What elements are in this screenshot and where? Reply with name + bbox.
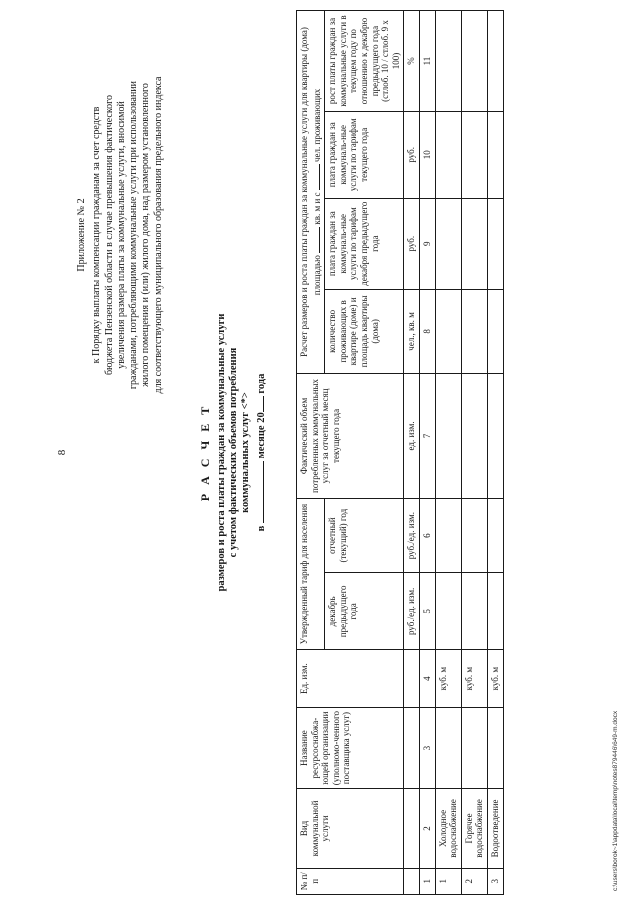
row-growth[interactable] xyxy=(461,11,487,112)
appendix-line: для соответствующего муниципального образования предельного индекса xyxy=(152,76,164,394)
residents-blank xyxy=(310,164,320,190)
index-cell: 2 xyxy=(419,789,435,868)
footer-file-path: c:\users\borok~1\appdata\local\temp\notes879446\649-m.docx xyxy=(612,710,619,891)
calc-group-text-c: чел. проживающих xyxy=(311,88,322,162)
index-cell: 7 xyxy=(419,373,435,498)
header-org: Название ресурсоснабжа-ющей организации (уполномо-ченного поставщика услуг) xyxy=(297,707,404,788)
appendix-block xyxy=(76,70,165,400)
header-residents: количество проживающих в квартире (доме) и площадь квартиры (дома) xyxy=(325,289,404,373)
row-unit: куб. м xyxy=(461,650,487,708)
period-prefix: в xyxy=(256,525,267,532)
document-heading xyxy=(198,0,268,905)
header-tariff-dec: декабрь предыдущего года xyxy=(325,573,404,650)
heading-title: Р А С Ч Е Т xyxy=(198,403,212,502)
row-org[interactable] xyxy=(487,707,503,788)
row-num: 1 xyxy=(435,868,461,894)
header-growth: рост платы граждан за коммунальные услуги в текущем году по отношению к декабрю предыдущего года (стлоб. 10 / стлоб. 9 х 100) xyxy=(325,11,404,112)
row-tariff-current[interactable] xyxy=(435,498,461,572)
row-tariff-dec[interactable] xyxy=(461,573,487,650)
index-cell: 9 xyxy=(419,198,435,289)
index-cell: 4 xyxy=(419,650,435,708)
units-cell: % xyxy=(404,11,420,112)
row-org[interactable] xyxy=(435,707,461,788)
row-num: 2 xyxy=(461,868,487,894)
row-growth[interactable] xyxy=(487,11,503,112)
year-blank xyxy=(254,396,264,412)
index-row xyxy=(419,11,435,895)
header-row xyxy=(297,11,325,895)
row-tariff-dec[interactable] xyxy=(487,573,503,650)
table-row xyxy=(487,11,503,895)
appendix-line: гражданами, потребляющими коммунальные услуги при использовании xyxy=(128,80,140,390)
row-tariff-dec[interactable] xyxy=(435,573,461,650)
units-cell xyxy=(404,789,420,868)
header-volume: Фактический объем потребленных коммунальных услуг за отчетный месяц текущего года xyxy=(297,373,404,498)
row-org[interactable] xyxy=(461,707,487,788)
row-residents[interactable] xyxy=(435,289,461,373)
index-cell: 10 xyxy=(419,112,435,199)
units-cell xyxy=(404,650,420,708)
row-tariff-current[interactable] xyxy=(461,498,487,572)
units-cell: руб./ед. изм. xyxy=(404,573,420,650)
row-unit: куб. м xyxy=(435,650,461,708)
header-num: № п/п xyxy=(297,868,404,894)
calc-group-text-b: кв. м и с xyxy=(311,192,322,225)
heading-line: размеров и роста платы граждан за коммунальные услуги xyxy=(216,313,227,592)
row-volume[interactable] xyxy=(487,373,503,498)
header-tariff-current: отчетный (текущий) год xyxy=(325,498,404,572)
row-growth[interactable] xyxy=(435,11,461,112)
row-service: Водоотведение xyxy=(487,789,503,868)
row-volume[interactable] xyxy=(435,373,461,498)
row-pay-dec[interactable] xyxy=(461,198,487,289)
header-unit: Ед. изм. xyxy=(297,650,404,708)
row-residents[interactable] xyxy=(487,289,503,373)
row-service: Горячее водоснабжение xyxy=(461,789,487,868)
row-pay-current[interactable] xyxy=(461,112,487,199)
index-cell: 6 xyxy=(419,498,435,572)
units-cell: руб. xyxy=(404,198,420,289)
units-cell: чел., кв. м xyxy=(404,289,420,373)
row-unit: куб. м xyxy=(487,650,503,708)
header-pay-dec: плата граждан за коммуналь-ные услуги по тарифам декабря предыдущего года xyxy=(325,198,404,289)
period-year-suffix: года xyxy=(256,373,267,394)
month-blank xyxy=(254,461,264,523)
header-pay-current: плата граждан за коммуналь-ные услуги по тарифам текущего года xyxy=(325,112,404,199)
units-cell xyxy=(404,868,420,894)
row-pay-dec[interactable] xyxy=(435,198,461,289)
appendix-line: жилого помещения и (или) жилого дома, над размером установленного xyxy=(140,83,152,387)
heading-line: коммунальных услуг <*> xyxy=(240,392,251,513)
header-tariff-group: Утвержденный тариф для населения xyxy=(297,498,325,649)
appendix-line: бюджета Пензенской области в случае превышения фактического xyxy=(103,94,115,376)
units-row xyxy=(404,11,420,895)
units-cell xyxy=(404,707,420,788)
page-number: 8 xyxy=(56,449,68,456)
index-cell: 11 xyxy=(419,11,435,112)
units-cell: ед. изм. xyxy=(404,373,420,498)
row-service: Холодное водоснабжение xyxy=(435,789,461,868)
period-suffix: месяце 20 xyxy=(256,412,267,459)
appendix-title: Приложение № 2 xyxy=(76,198,87,272)
index-cell: 1 xyxy=(419,868,435,894)
units-cell: руб./ед. изм. xyxy=(404,498,420,572)
calculation-table xyxy=(296,10,504,895)
appendix-line: к Порядку выплаты компенсации гражданам за счет средств xyxy=(91,106,103,364)
row-pay-dec[interactable] xyxy=(487,198,503,289)
heading-line: с учетом фактических объемов потребления xyxy=(228,347,239,558)
row-num: 3 xyxy=(487,868,503,894)
row-residents[interactable] xyxy=(461,289,487,373)
index-cell: 8 xyxy=(419,289,435,373)
row-volume[interactable] xyxy=(461,373,487,498)
calc-group-text-a: Расчет размеров и роста платы граждан за коммунальные услуги для квартиры (дома) площадью xyxy=(299,27,322,357)
table-row xyxy=(461,11,487,895)
row-pay-current[interactable] xyxy=(435,112,461,199)
area-blank xyxy=(310,227,320,253)
index-cell: 5 xyxy=(419,573,435,650)
row-tariff-current[interactable] xyxy=(487,498,503,572)
appendix-line: увеличения размера платы за коммунальные услуги, вносимой xyxy=(115,101,127,369)
heading-period xyxy=(254,0,268,905)
header-service: Вид коммунальной услуги xyxy=(297,789,404,868)
row-pay-current[interactable] xyxy=(487,112,503,199)
units-cell: руб. xyxy=(404,112,420,199)
table-row xyxy=(435,11,461,895)
header-calc-group xyxy=(297,11,325,374)
index-cell: 3 xyxy=(419,707,435,788)
